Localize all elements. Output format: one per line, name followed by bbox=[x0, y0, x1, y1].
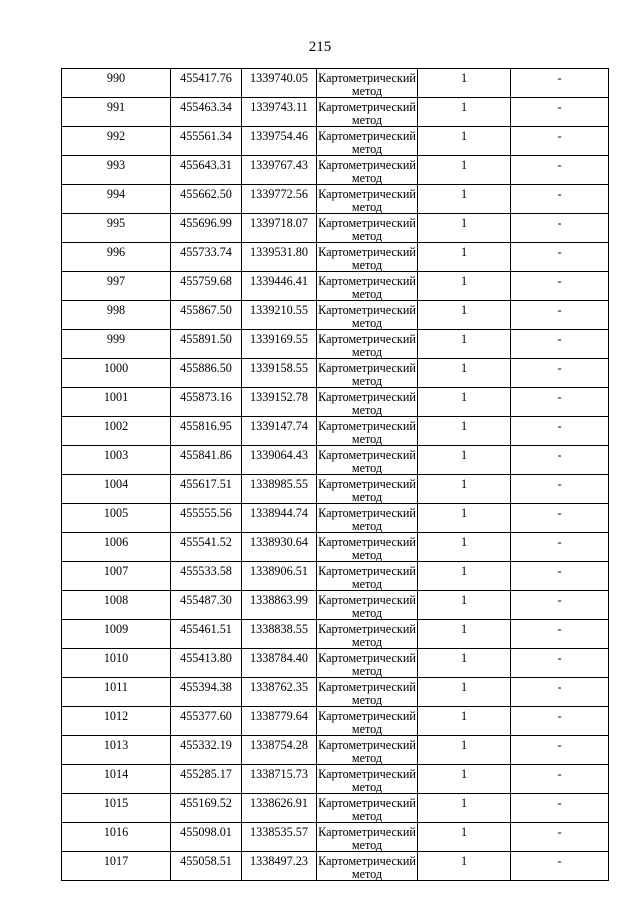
table-row bbox=[62, 359, 609, 388]
accuracy-cell: 1 bbox=[418, 620, 511, 649]
x-coordinate-cell: 455643.31 bbox=[171, 156, 242, 185]
accuracy-cell: 1 bbox=[418, 156, 511, 185]
method-cell: Картометрический метод bbox=[317, 417, 418, 446]
accuracy-cell: 1 bbox=[418, 649, 511, 678]
y-coordinate-cell: 1338930.64 bbox=[242, 533, 317, 562]
table-row bbox=[62, 243, 609, 272]
point-number-cell: 1000 bbox=[62, 359, 171, 388]
accuracy-cell: 1 bbox=[418, 707, 511, 736]
description-cell: - bbox=[511, 301, 609, 330]
method-cell: Картометрический метод bbox=[317, 765, 418, 794]
method-cell: Картометрический метод bbox=[317, 98, 418, 127]
description-cell: - bbox=[511, 359, 609, 388]
description-cell: - bbox=[511, 620, 609, 649]
x-coordinate-cell: 455098.01 bbox=[171, 823, 242, 852]
y-coordinate-cell: 1338626.91 bbox=[242, 794, 317, 823]
y-coordinate-cell: 1338779.64 bbox=[242, 707, 317, 736]
point-number-cell: 997 bbox=[62, 272, 171, 301]
accuracy-cell: 1 bbox=[418, 678, 511, 707]
method-cell: Картометрический метод bbox=[317, 852, 418, 881]
point-number-cell: 1008 bbox=[62, 591, 171, 620]
x-coordinate-cell: 455533.58 bbox=[171, 562, 242, 591]
point-number-cell: 1001 bbox=[62, 388, 171, 417]
method-cell: Картометрический метод bbox=[317, 649, 418, 678]
page-number: 215 bbox=[308, 39, 332, 55]
table-row bbox=[62, 852, 609, 881]
y-coordinate-cell: 1338497.23 bbox=[242, 852, 317, 881]
description-cell: - bbox=[511, 156, 609, 185]
method-cell: Картометрический метод bbox=[317, 301, 418, 330]
description-cell: - bbox=[511, 649, 609, 678]
y-coordinate-cell: 1339446.41 bbox=[242, 272, 317, 301]
point-number-cell: 1015 bbox=[62, 794, 171, 823]
description-cell: - bbox=[511, 852, 609, 881]
x-coordinate-cell: 455285.17 bbox=[171, 765, 242, 794]
x-coordinate-cell: 455759.68 bbox=[171, 272, 242, 301]
accuracy-cell: 1 bbox=[418, 388, 511, 417]
method-cell: Картометрический метод bbox=[317, 823, 418, 852]
description-cell: - bbox=[511, 446, 609, 475]
method-cell: Картометрический метод bbox=[317, 678, 418, 707]
method-cell: Картометрический метод bbox=[317, 446, 418, 475]
description-cell: - bbox=[511, 69, 609, 98]
accuracy-cell: 1 bbox=[418, 794, 511, 823]
x-coordinate-cell: 455886.50 bbox=[171, 359, 242, 388]
accuracy-cell: 1 bbox=[418, 475, 511, 504]
point-number-cell: 1013 bbox=[62, 736, 171, 765]
x-coordinate-cell: 455332.19 bbox=[171, 736, 242, 765]
accuracy-cell: 1 bbox=[418, 591, 511, 620]
method-cell: Картометрический метод bbox=[317, 504, 418, 533]
table-row bbox=[62, 156, 609, 185]
y-coordinate-cell: 1339169.55 bbox=[242, 330, 317, 359]
x-coordinate-cell: 455461.51 bbox=[171, 620, 242, 649]
point-number-cell: 1004 bbox=[62, 475, 171, 504]
coordinates-table bbox=[61, 68, 609, 881]
description-cell: - bbox=[511, 678, 609, 707]
x-coordinate-cell: 455816.95 bbox=[171, 417, 242, 446]
x-coordinate-cell: 455169.52 bbox=[171, 794, 242, 823]
point-number-cell: 995 bbox=[62, 214, 171, 243]
description-cell: - bbox=[511, 417, 609, 446]
y-coordinate-cell: 1338535.57 bbox=[242, 823, 317, 852]
point-number-cell: 996 bbox=[62, 243, 171, 272]
description-cell: - bbox=[511, 127, 609, 156]
y-coordinate-cell: 1339767.43 bbox=[242, 156, 317, 185]
table-row bbox=[62, 446, 609, 475]
description-cell: - bbox=[511, 388, 609, 417]
y-coordinate-cell: 1339064.43 bbox=[242, 446, 317, 475]
accuracy-cell: 1 bbox=[418, 765, 511, 794]
y-coordinate-cell: 1338944.74 bbox=[242, 504, 317, 533]
y-coordinate-cell: 1338863.99 bbox=[242, 591, 317, 620]
point-number-cell: 992 bbox=[62, 127, 171, 156]
table-row bbox=[62, 185, 609, 214]
x-coordinate-cell: 455487.30 bbox=[171, 591, 242, 620]
x-coordinate-cell: 455058.51 bbox=[171, 852, 242, 881]
point-number-cell: 1007 bbox=[62, 562, 171, 591]
method-cell: Картометрический метод bbox=[317, 736, 418, 765]
x-coordinate-cell: 455841.86 bbox=[171, 446, 242, 475]
method-cell: Картометрический метод bbox=[317, 562, 418, 591]
description-cell: - bbox=[511, 823, 609, 852]
method-cell: Картометрический метод bbox=[317, 243, 418, 272]
point-number-cell: 999 bbox=[62, 330, 171, 359]
description-cell: - bbox=[511, 533, 609, 562]
x-coordinate-cell: 455617.51 bbox=[171, 475, 242, 504]
point-number-cell: 993 bbox=[62, 156, 171, 185]
point-number-cell: 1003 bbox=[62, 446, 171, 475]
table-row bbox=[62, 98, 609, 127]
method-cell: Картометрический метод bbox=[317, 707, 418, 736]
y-coordinate-cell: 1338715.73 bbox=[242, 765, 317, 794]
point-number-cell: 1016 bbox=[62, 823, 171, 852]
accuracy-cell: 1 bbox=[418, 185, 511, 214]
y-coordinate-cell: 1338754.28 bbox=[242, 736, 317, 765]
description-cell: - bbox=[511, 794, 609, 823]
point-number-cell: 994 bbox=[62, 185, 171, 214]
description-cell: - bbox=[511, 475, 609, 504]
table-row bbox=[62, 678, 609, 707]
point-number-cell: 1017 bbox=[62, 852, 171, 881]
x-coordinate-cell: 455463.34 bbox=[171, 98, 242, 127]
table-row bbox=[62, 736, 609, 765]
description-cell: - bbox=[511, 185, 609, 214]
point-number-cell: 990 bbox=[62, 69, 171, 98]
table-row bbox=[62, 620, 609, 649]
method-cell: Картометрический метод bbox=[317, 185, 418, 214]
table-row bbox=[62, 127, 609, 156]
y-coordinate-cell: 1339152.78 bbox=[242, 388, 317, 417]
accuracy-cell: 1 bbox=[418, 272, 511, 301]
method-cell: Картометрический метод bbox=[317, 359, 418, 388]
y-coordinate-cell: 1338838.55 bbox=[242, 620, 317, 649]
point-number-cell: 1002 bbox=[62, 417, 171, 446]
accuracy-cell: 1 bbox=[418, 823, 511, 852]
y-coordinate-cell: 1339743.11 bbox=[242, 98, 317, 127]
accuracy-cell: 1 bbox=[418, 852, 511, 881]
description-cell: - bbox=[511, 243, 609, 272]
method-cell: Картометрический метод bbox=[317, 388, 418, 417]
description-cell: - bbox=[511, 562, 609, 591]
accuracy-cell: 1 bbox=[418, 243, 511, 272]
method-cell: Картометрический метод bbox=[317, 330, 418, 359]
point-number-cell: 1009 bbox=[62, 620, 171, 649]
accuracy-cell: 1 bbox=[418, 127, 511, 156]
point-number-cell: 1006 bbox=[62, 533, 171, 562]
method-cell: Картометрический метод bbox=[317, 591, 418, 620]
description-cell: - bbox=[511, 765, 609, 794]
table-row bbox=[62, 562, 609, 591]
x-coordinate-cell: 455696.99 bbox=[171, 214, 242, 243]
point-number-cell: 1011 bbox=[62, 678, 171, 707]
method-cell: Картометрический метод bbox=[317, 620, 418, 649]
table-row bbox=[62, 417, 609, 446]
y-coordinate-cell: 1339754.46 bbox=[242, 127, 317, 156]
table-row bbox=[62, 794, 609, 823]
x-coordinate-cell: 455555.56 bbox=[171, 504, 242, 533]
description-cell: - bbox=[511, 98, 609, 127]
description-cell: - bbox=[511, 214, 609, 243]
y-coordinate-cell: 1339147.74 bbox=[242, 417, 317, 446]
accuracy-cell: 1 bbox=[418, 214, 511, 243]
y-coordinate-cell: 1338906.51 bbox=[242, 562, 317, 591]
y-coordinate-cell: 1339740.05 bbox=[242, 69, 317, 98]
table-row bbox=[62, 272, 609, 301]
table-row bbox=[62, 388, 609, 417]
method-cell: Картометрический метод bbox=[317, 475, 418, 504]
x-coordinate-cell: 455867.50 bbox=[171, 301, 242, 330]
table-row bbox=[62, 330, 609, 359]
method-cell: Картометрический метод bbox=[317, 794, 418, 823]
description-cell: - bbox=[511, 330, 609, 359]
point-number-cell: 991 bbox=[62, 98, 171, 127]
point-number-cell: 1005 bbox=[62, 504, 171, 533]
method-cell: Картометрический метод bbox=[317, 156, 418, 185]
accuracy-cell: 1 bbox=[418, 301, 511, 330]
table-row bbox=[62, 765, 609, 794]
point-number-cell: 998 bbox=[62, 301, 171, 330]
x-coordinate-cell: 455377.60 bbox=[171, 707, 242, 736]
y-coordinate-cell: 1339531.80 bbox=[242, 243, 317, 272]
table-row bbox=[62, 475, 609, 504]
method-cell: Картометрический метод bbox=[317, 272, 418, 301]
x-coordinate-cell: 455891.50 bbox=[171, 330, 242, 359]
y-coordinate-cell: 1338784.40 bbox=[242, 649, 317, 678]
table-row bbox=[62, 301, 609, 330]
table-row bbox=[62, 214, 609, 243]
accuracy-cell: 1 bbox=[418, 736, 511, 765]
description-cell: - bbox=[511, 272, 609, 301]
point-number-cell: 1010 bbox=[62, 649, 171, 678]
table-row bbox=[62, 69, 609, 98]
coordinates-table-body bbox=[62, 69, 609, 881]
table-row bbox=[62, 504, 609, 533]
y-coordinate-cell: 1339158.55 bbox=[242, 359, 317, 388]
y-coordinate-cell: 1339772.56 bbox=[242, 185, 317, 214]
accuracy-cell: 1 bbox=[418, 98, 511, 127]
table-row bbox=[62, 707, 609, 736]
method-cell: Картометрический метод bbox=[317, 69, 418, 98]
accuracy-cell: 1 bbox=[418, 417, 511, 446]
y-coordinate-cell: 1339718.07 bbox=[242, 214, 317, 243]
x-coordinate-cell: 455413.80 bbox=[171, 649, 242, 678]
method-cell: Картометрический метод bbox=[317, 214, 418, 243]
accuracy-cell: 1 bbox=[418, 359, 511, 388]
x-coordinate-cell: 455733.74 bbox=[171, 243, 242, 272]
x-coordinate-cell: 455394.38 bbox=[171, 678, 242, 707]
accuracy-cell: 1 bbox=[418, 533, 511, 562]
point-number-cell: 1014 bbox=[62, 765, 171, 794]
table-row bbox=[62, 591, 609, 620]
accuracy-cell: 1 bbox=[418, 562, 511, 591]
method-cell: Картометрический метод bbox=[317, 127, 418, 156]
method-cell: Картометрический метод bbox=[317, 533, 418, 562]
description-cell: - bbox=[511, 707, 609, 736]
accuracy-cell: 1 bbox=[418, 504, 511, 533]
accuracy-cell: 1 bbox=[418, 446, 511, 475]
accuracy-cell: 1 bbox=[418, 330, 511, 359]
description-cell: - bbox=[511, 736, 609, 765]
table-row bbox=[62, 533, 609, 562]
accuracy-cell: 1 bbox=[418, 69, 511, 98]
y-coordinate-cell: 1338762.35 bbox=[242, 678, 317, 707]
table-row bbox=[62, 649, 609, 678]
point-number-cell: 1012 bbox=[62, 707, 171, 736]
x-coordinate-cell: 455662.50 bbox=[171, 185, 242, 214]
table-row bbox=[62, 823, 609, 852]
x-coordinate-cell: 455873.16 bbox=[171, 388, 242, 417]
x-coordinate-cell: 455417.76 bbox=[171, 69, 242, 98]
x-coordinate-cell: 455541.52 bbox=[171, 533, 242, 562]
y-coordinate-cell: 1339210.55 bbox=[242, 301, 317, 330]
y-coordinate-cell: 1338985.55 bbox=[242, 475, 317, 504]
description-cell: - bbox=[511, 591, 609, 620]
x-coordinate-cell: 455561.34 bbox=[171, 127, 242, 156]
description-cell: - bbox=[511, 504, 609, 533]
